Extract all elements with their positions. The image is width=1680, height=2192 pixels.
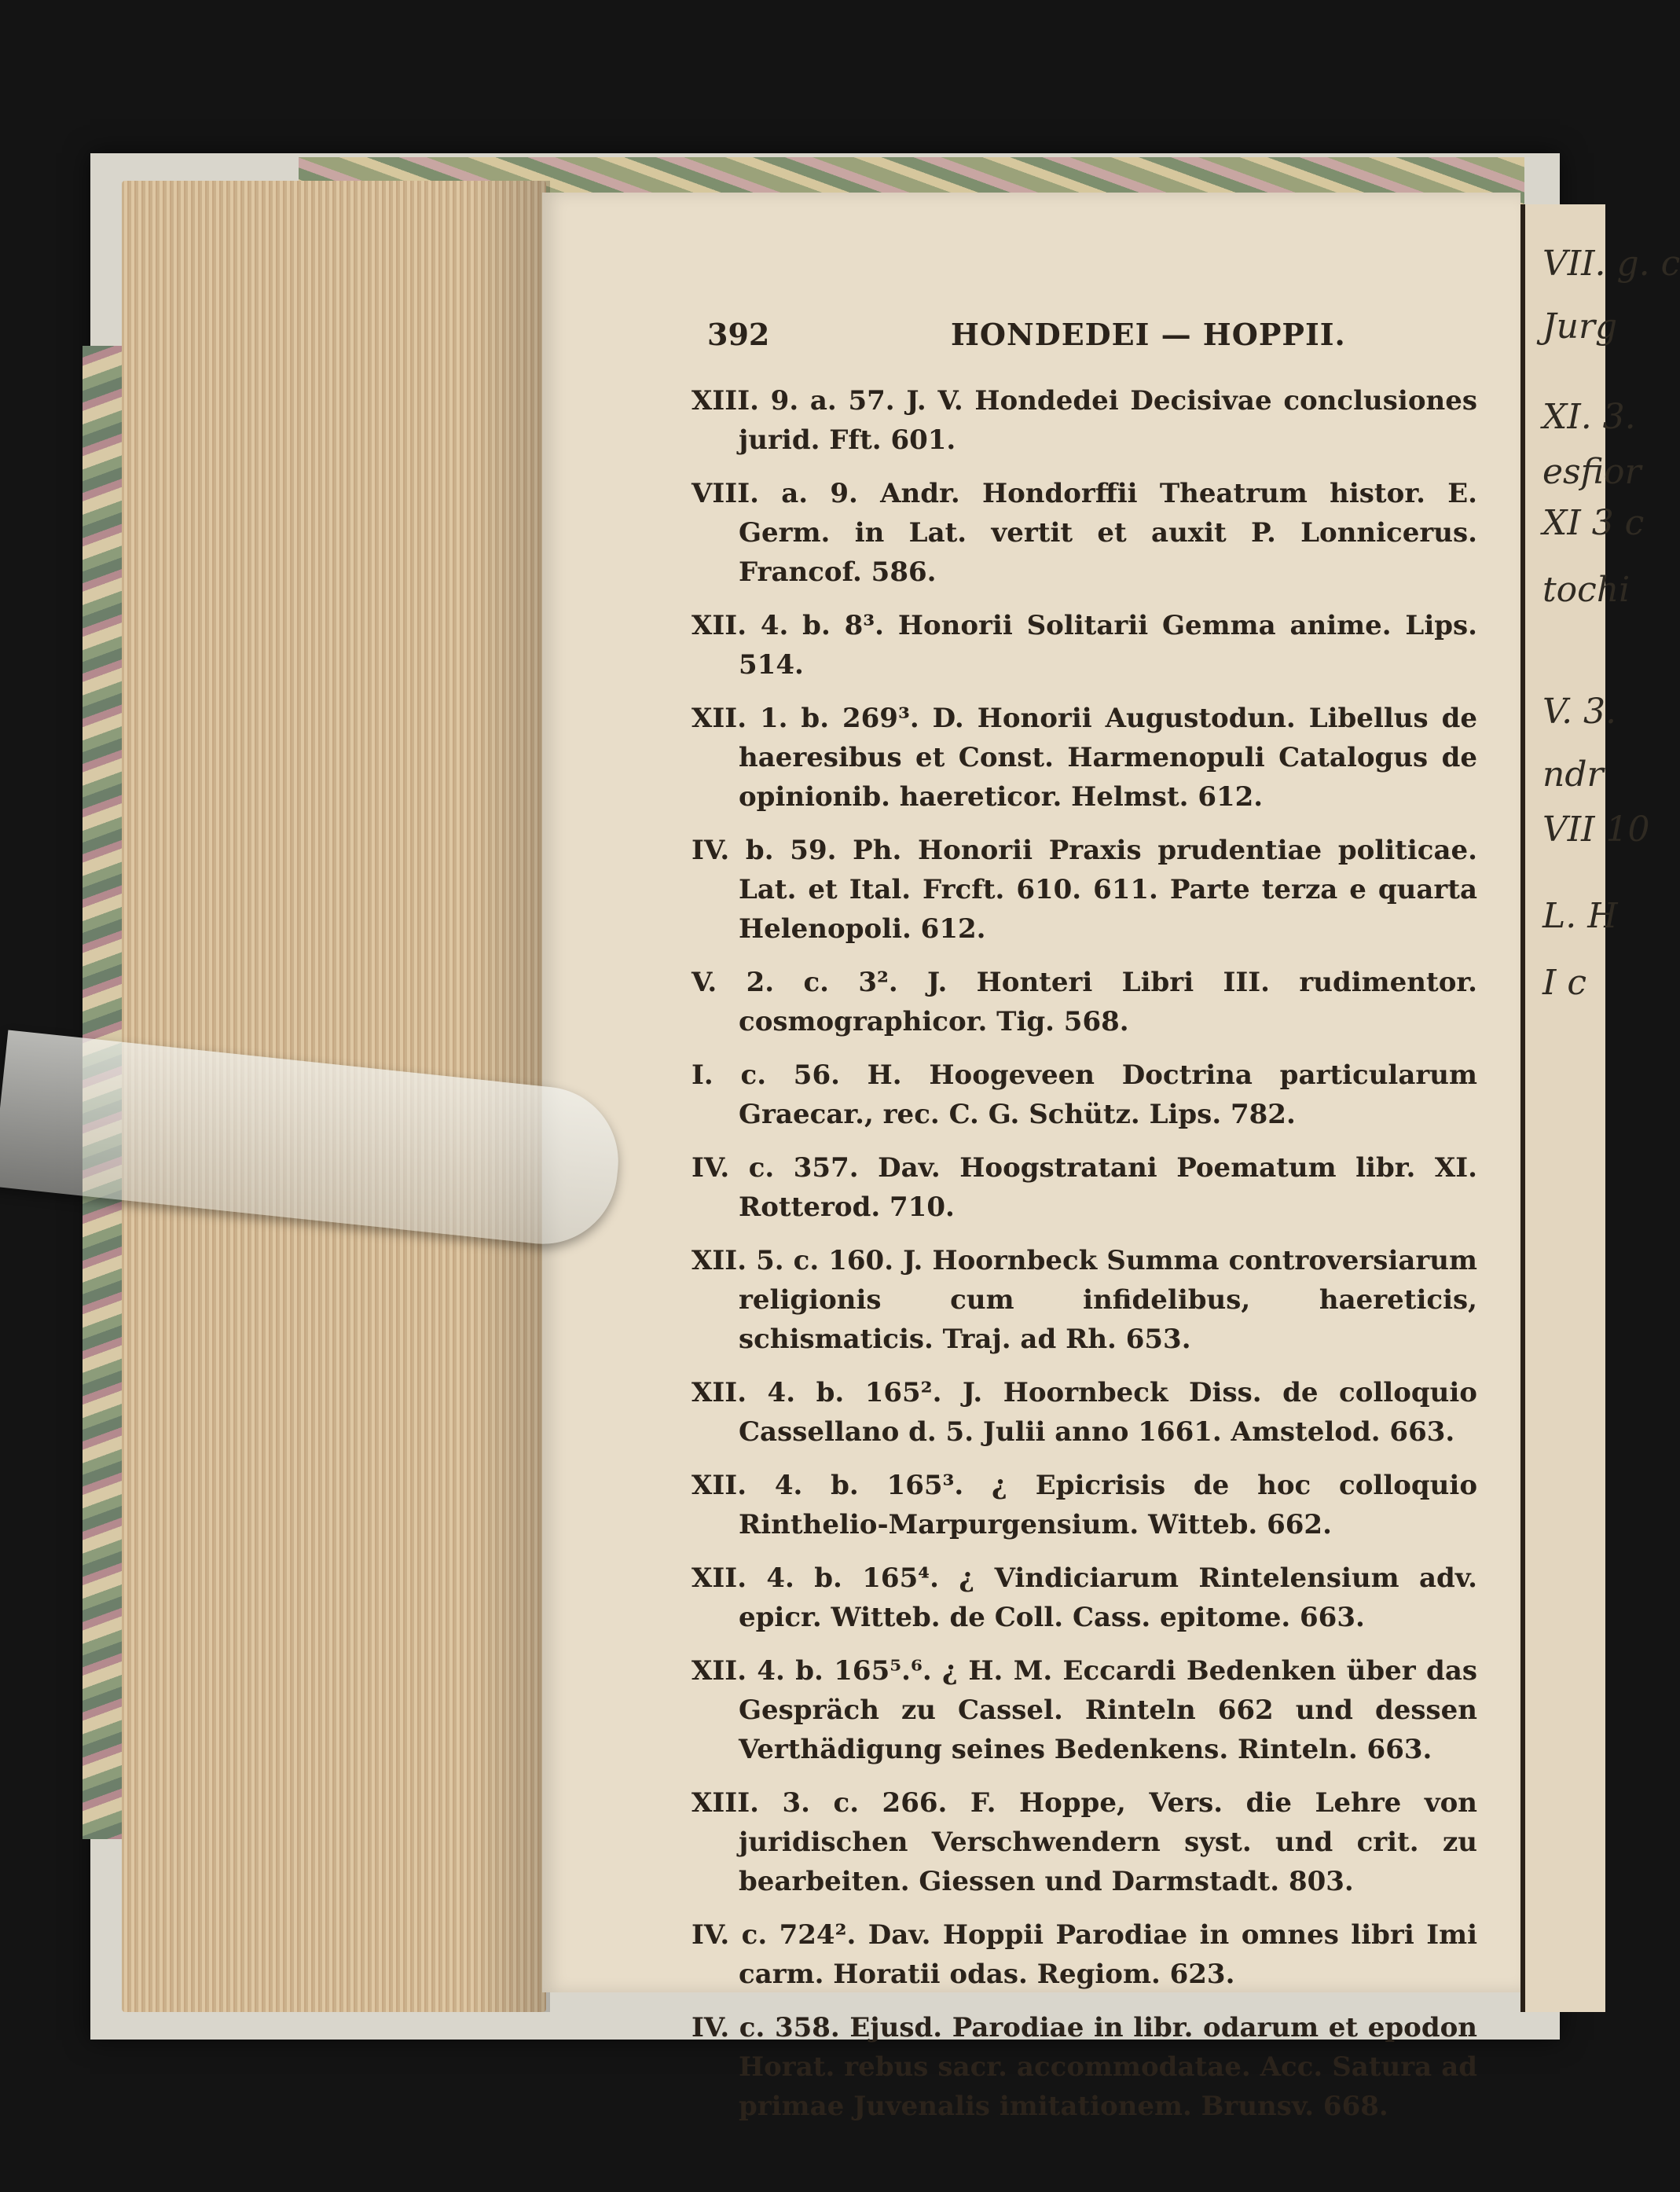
margin-note: esfior: [1542, 452, 1641, 492]
margin-note: Jurg: [1542, 307, 1618, 347]
page-header: [691, 310, 1477, 381]
facing-page-strip: [1520, 204, 1680, 2012]
margin-note: tochi: [1542, 570, 1630, 610]
margin-note: ndr: [1542, 755, 1604, 795]
page-text: [691, 310, 1477, 2140]
running-head: HONDEDEI — HOPPII.: [951, 317, 1346, 352]
margin-note: VII 10: [1542, 810, 1650, 850]
catalog-entry: IV. c. 358. Ejusd. Parodiae in libr. odarum et epodon Horat. rebus sacr. accommodatae. Acc. Satura ad primae Juvenalis imitationem. Brunsv. 668.: [691, 2012, 1477, 2122]
page-number: 392: [707, 317, 770, 352]
catalog-entry: I. c. 56. H. Hoogeveen Doctrina particularum Graecar., rec. C. G. Schütz. Lips. 782.: [691, 1059, 1477, 1130]
catalog-entry: IV. c. 724². Dav. Hoppii Parodiae in omnes libri Imi carm. Horatii odas. Regiom. 623.: [691, 1919, 1477, 1990]
margin-note: XI 3 c: [1542, 503, 1645, 543]
catalog-entry: XIII. 9. a. 57. J. V. Hondedei Decisivae conclusiones jurid. Fft. 601.: [691, 385, 1477, 456]
catalog-entry: XIII. 3. c. 266. F. Hoppe, Vers. die Lehre von juridischen Verschwendern syst. und crit. zu bearbeiten. Giessen und Darmstadt. 803.: [691, 1787, 1477, 1897]
catalog-entry: XII. 4. b. 165⁴. ¿ Vindiciarum Rintelensium adv. epicr. Witteb. de Coll. Cass. epitome. 663.: [691, 1562, 1477, 1633]
margin-note: I c: [1542, 963, 1587, 1003]
catalog-entry: XII. 4. b. 165⁵.⁶. ¿ H. M. Eccardi Bedenken über das Gespräch zu Cassel. Rinteln 662 und dessen Verthädigung seines Bedenkens. Rinteln. 663.: [691, 1655, 1477, 1765]
catalog-entry: IV. c. 357. Dav. Hoogstratani Poematum libr. XI. Rotterod. 710.: [691, 1152, 1477, 1223]
catalog-entry: V. 2. c. 3². J. Honteri Libri III. rudimentor. cosmographicor. Tig. 568.: [691, 967, 1477, 1037]
catalog-entry: XII. 4. b. 165³. ¿ Epicrisis de hoc colloquio Rinthelio-Marpurgensium. Witteb. 662.: [691, 1470, 1477, 1540]
margin-note: XI. 3.: [1542, 397, 1636, 437]
margin-note: V. 3.: [1542, 692, 1617, 732]
catalog-entry: XII. 4. b. 165². J. Hoornbeck Diss. de colloquio Cassellano d. 5. Julii anno 1661. Amstelod. 663.: [691, 1377, 1477, 1448]
catalog-entry: XII. 1. b. 269³. D. Honorii Augustodun. Libellus de haeresibus et Const. Harmenopuli Catalogus de opinionib. haereticor. Helmst. 612.: [691, 703, 1477, 813]
catalog-entry: XII. 5. c. 160. J. Hoornbeck Summa controversiarum religionis cum infidelibus, haereticis, schismaticis. Traj. ad Rh. 653.: [691, 1245, 1477, 1355]
catalog-entry: XII. 4. b. 8³. Honorii Solitarii Gemma anime. Lips. 514.: [691, 610, 1477, 681]
catalog-entry: IV. b. 59. Ph. Honorii Praxis prudentiae politicae. Lat. et Ital. Frcft. 610. 611. Parte terza e quarta Helenopoli. 612.: [691, 835, 1477, 945]
margin-note: L. H: [1542, 896, 1618, 936]
catalog-entry: VIII. a. 9. Andr. Hondorffii Theatrum histor. E. Germ. in Lat. vertit et auxit P. Lonnicerus. Francof. 586.: [691, 478, 1477, 588]
margin-note: VII. g. c: [1542, 244, 1680, 284]
